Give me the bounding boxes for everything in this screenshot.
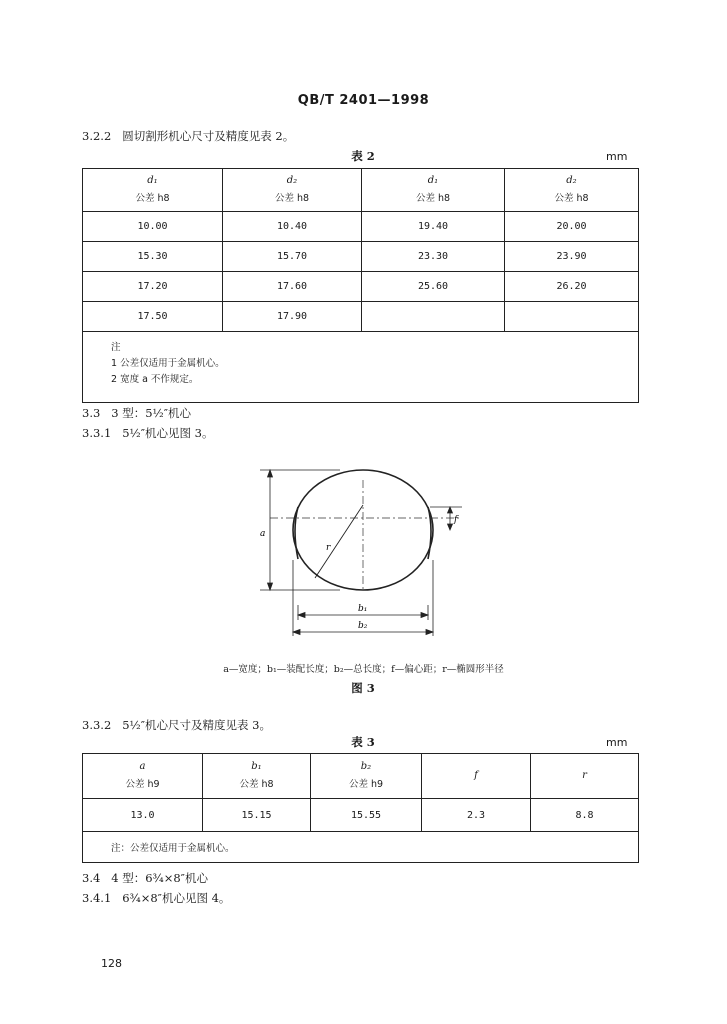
- section-3-2-2-line: [82, 128, 294, 144]
- section-number: 3.4.1: [82, 891, 112, 905]
- table3-header-cell: [531, 754, 639, 799]
- table3-header-cell: [311, 754, 422, 799]
- header-symbol: d₂: [286, 175, 298, 186]
- section-text: 5½″机心尺寸及精度见表 3。: [122, 718, 271, 732]
- section-3-3-2-line: [82, 717, 271, 733]
- table-cell: 26.20: [505, 272, 639, 302]
- table-cell: 10.40: [223, 212, 362, 242]
- table2-header-cell: [362, 169, 505, 212]
- section-number: 3.3: [82, 406, 101, 420]
- table-2: [82, 168, 639, 403]
- table-cell: 10.00: [83, 212, 223, 242]
- table3-header-row: [83, 754, 639, 799]
- table-cell: 17.60: [223, 272, 362, 302]
- table-cell: 23.30: [362, 242, 505, 272]
- table-cell: 25.60: [362, 272, 505, 302]
- header-tolerance: 公差 h8: [135, 193, 170, 204]
- table-cell: 15.55: [311, 799, 422, 832]
- table-row: [83, 302, 639, 332]
- section-text: 3 型：5½″机心: [111, 406, 191, 420]
- table2-header-cell: [223, 169, 362, 212]
- section-3-4-1-line: [82, 890, 230, 906]
- table-cell: [362, 302, 505, 332]
- note-item: 2 宽度 a 不作规定。: [111, 374, 199, 385]
- table-cell: 2.3: [422, 799, 531, 832]
- table3-notes-row: [83, 832, 639, 863]
- section-text: 5½″机心见图 3。: [122, 426, 214, 440]
- table-row: [83, 212, 639, 242]
- table3-header-cell: [203, 754, 311, 799]
- table-row: [83, 799, 639, 832]
- section-text: 4 型：6¾×8″机心: [111, 871, 208, 885]
- label-a: a: [260, 529, 266, 539]
- table-cell: 17.20: [83, 272, 223, 302]
- section-3-3-line: [82, 405, 191, 421]
- table-cell: 13.0: [83, 799, 203, 832]
- table-cell: 17.90: [223, 302, 362, 332]
- table2-header-cell: [83, 169, 223, 212]
- table-cell: 15.15: [203, 799, 311, 832]
- header-symbol: d₁: [427, 175, 439, 186]
- table-3: [82, 753, 639, 863]
- section-3-3-1-line: [82, 425, 213, 441]
- radius-line: [315, 505, 363, 578]
- section-number: 3.3.1: [82, 426, 112, 440]
- section-text: 圆切割形机心尺寸及精度见表 2。: [122, 129, 295, 143]
- dimension-a: [260, 470, 340, 590]
- header-tolerance: 公差 h8: [415, 193, 451, 204]
- table-cell: 15.30: [83, 242, 223, 272]
- figure3-caption: 图 3: [351, 681, 375, 695]
- table-cell: 17.50: [83, 302, 223, 332]
- table3-caption: 表 3: [351, 735, 375, 749]
- label-b1: b₁: [358, 604, 368, 614]
- table-cell: 23.90: [505, 242, 639, 272]
- figure3-legend: a—宽度；b₁—装配长度；b₂—总长度；f—偏心距；r—椭圆形半径: [223, 664, 504, 675]
- header-symbol: d₁: [147, 175, 158, 186]
- section-text: 6¾×8″机心见图 4。: [122, 891, 231, 905]
- table3-note: 注：公差仅适用于金属机心。: [83, 832, 639, 863]
- table2-caption: 表 2: [351, 149, 375, 163]
- header-tolerance: 公差 h8: [274, 193, 310, 204]
- table3-unit: mm: [606, 736, 628, 749]
- table-row: [83, 272, 639, 302]
- header-tolerance: 公差 h8: [554, 193, 589, 204]
- figure-3-drawing: [240, 460, 490, 650]
- section-number: 3.4: [82, 871, 101, 885]
- header-symbol: a: [139, 761, 146, 772]
- section-3-4-line: [82, 870, 208, 886]
- table2-unit: mm: [606, 150, 628, 163]
- table3-header-cell: [422, 754, 531, 799]
- label-b2: b₂: [358, 621, 368, 631]
- header-symbol: d₂: [566, 175, 577, 186]
- table-cell: [505, 302, 639, 332]
- note-heading: 注: [111, 342, 121, 353]
- table2-header-cell: [505, 169, 639, 212]
- table2-notes: [83, 332, 639, 403]
- table-row: [83, 242, 639, 272]
- header-symbol: b₂: [360, 761, 372, 772]
- table3-header-cell: [83, 754, 203, 799]
- header-symbol: r: [582, 770, 587, 781]
- label-r: r: [326, 543, 331, 553]
- header-tolerance: 公差 h8: [239, 779, 274, 790]
- table-cell: 19.40: [362, 212, 505, 242]
- table-cell: 15.70: [223, 242, 362, 272]
- standard-header: QB/T 2401—1998: [297, 93, 430, 108]
- header-symbol: b₁: [251, 761, 262, 772]
- section-number: 3.2.2: [82, 129, 112, 143]
- section-number: 3.3.2: [82, 718, 112, 732]
- table2-header-row: [83, 169, 639, 212]
- table-cell: 20.00: [505, 212, 639, 242]
- header-tolerance: 公差 h9: [348, 779, 384, 790]
- table2-notes-row: [83, 332, 639, 403]
- table-cell: 8.8: [531, 799, 639, 832]
- page-number: 128: [101, 957, 122, 970]
- header-tolerance: 公差 h9: [125, 779, 160, 790]
- header-symbol: f: [474, 770, 478, 781]
- note-item: 1 公差仅适用于金属机心。: [111, 358, 225, 369]
- label-f: f: [454, 515, 458, 525]
